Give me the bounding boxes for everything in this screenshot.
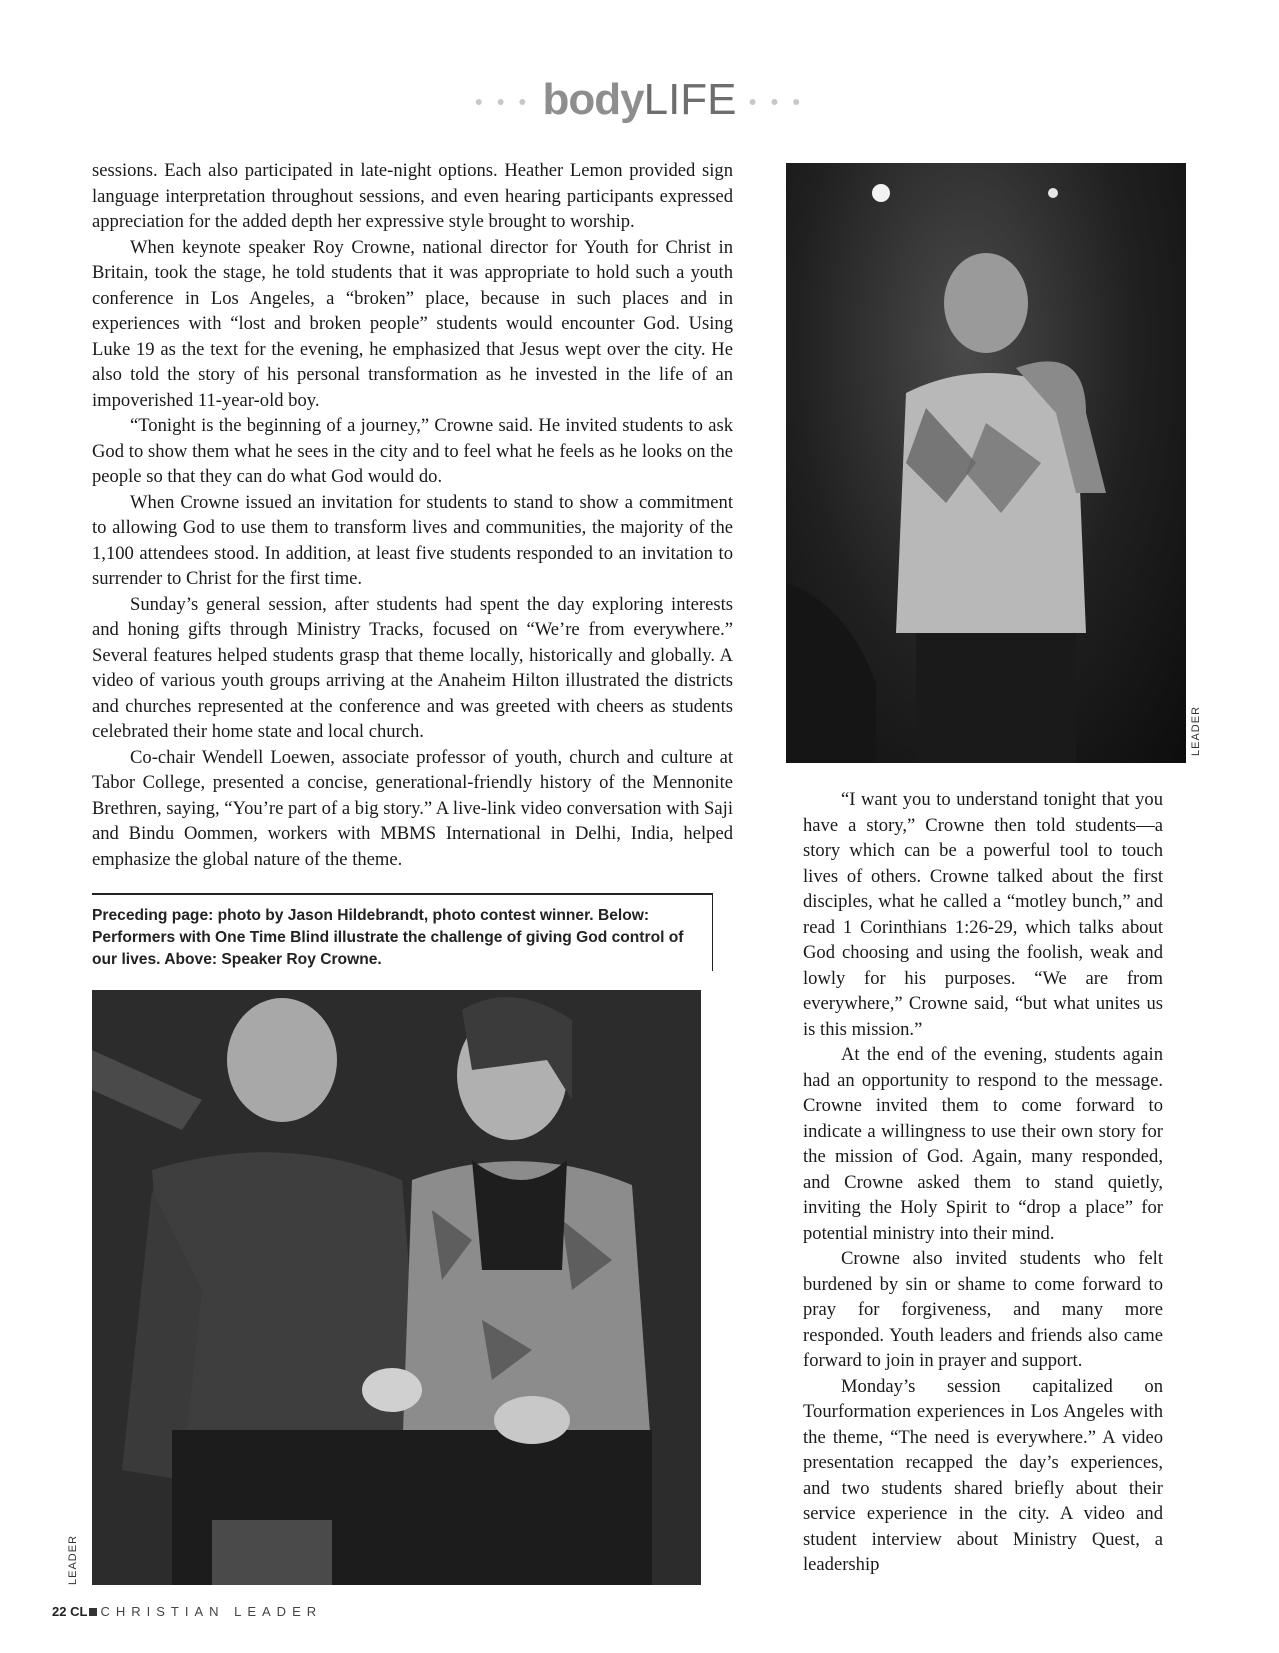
paragraph: When keynote speaker Roy Crowne, national director for Youth for Christ in Britain, took the stage, he told students that it was appropriate to hold such a youth conference in Los Angeles, a “broken” place, because in such places and in experiences with “lost and broken people” students would encounter God. Using Luke 19 as the text for the evening, he emphasized that Jesus wept over the city. He also told the story of his personal transformation as he invested in the life of an impoverished 11-year-old boy. bbox=[92, 236, 733, 411]
paragraph: Sunday’s general session, after students had spent the day exploring interests and honing gifts through Ministry Tracks, focused on “We’re from everywhere.” Several features helped students grasp that theme locally, historically and globally. A video of various youth groups arriving at the Anaheim Hilton illustrated the districts and churches represented at the conference and was greeted with cheers as students celebrated their home state and local church. bbox=[92, 593, 733, 742]
right-column bbox=[803, 787, 1163, 1578]
paragraph: “I want you to understand tonight that you have a story,” Crowne then told students—a story which can be a powerful tool to touch lives of others. Crowne talked about the first disciples, what he called a “motley bunch,” and read 1 Corinthians 1:26-29, which talks about God choosing and using the foolish, weak and lowly for his purposes. “We are from everywhere,” Crowne said, “but what unites us is this mission.” bbox=[803, 789, 1163, 1040]
paragraph: When Crowne issued an invitation for students to stand to show a commitment to allowing God to use them to transform lives and communities, the majority of the 1,100 attendees stood. In addition, at least five students responded to an invitation to surrender to Christ for the first time. bbox=[92, 491, 733, 589]
performers-photo-illustration bbox=[92, 990, 701, 1585]
photo-credit: LEADER bbox=[1190, 705, 1202, 756]
header-dots-left: • • • bbox=[474, 89, 531, 115]
magazine-name: CHRISTIAN LEADER bbox=[100, 1604, 323, 1619]
paragraph: Co-chair Wendell Loewen, associate professor of youth, church and culture at Tabor College, presented a concise, generational-friendly history of the Mennonite Brethren, saying, “You’re part of a big story.” A live-link video conversation with Saji and Bindu Oommen, workers with MBMS International in Delhi, India, helped emphasize the global nature of the theme. bbox=[92, 746, 733, 870]
paragraph: Crowne also invited students who felt burdened by sin or shame to come forward to pray for forgiveness, and many more responded. Youth leaders and friends also came forward to join in prayer and support. bbox=[803, 1248, 1163, 1371]
performers-photo bbox=[92, 990, 701, 1585]
page-footer bbox=[52, 1604, 322, 1619]
speaker-photo bbox=[786, 163, 1186, 763]
header-life-word: LIFE bbox=[643, 75, 737, 124]
left-column bbox=[92, 158, 733, 872]
header-body-word: body bbox=[542, 75, 644, 124]
paragraph: Monday’s session capitalized on Tourformation experiences in Los Angeles with the theme, “The need is everywhere.” A video presentation recapped the day’s experiences, and two students shared briefly about their service experience in the city. A video and student interview about Ministry Quest, a leadership bbox=[803, 1375, 1163, 1575]
cl-mark: CL bbox=[70, 1604, 88, 1619]
photo-credit: LEADER bbox=[67, 1534, 79, 1585]
square-bullet-icon bbox=[89, 1608, 97, 1616]
header-dots-right: • • • bbox=[748, 89, 805, 115]
paragraph: “Tonight is the beginning of a journey,” Crowne said. He invited students to ask God to show them what he sees in the city and to feel what he feels as he looks on the people so that they can do what God would do. bbox=[92, 415, 733, 487]
paragraph: At the end of the evening, students again had an opportunity to respond to the message. Crowne invited them to come forward to indicate a willingness to use their own story for the mission of God. Again, many responded, and Crowne asked them to stand quietly, inviting the Holy Spirit to “drop a place” for potential ministry into their mind. bbox=[803, 1044, 1163, 1244]
paragraph: sessions. Each also participated in late-night options. Heather Lemon provided sign language interpretation throughout sessions, and even hearing participants expressed appreciation for the added depth her expressive style brought to worship. bbox=[92, 160, 733, 232]
page-number: 22 bbox=[52, 1604, 67, 1619]
speaker-photo-illustration bbox=[786, 163, 1186, 763]
photo-caption: Preceding page: photo by Jason Hildebrandt, photo contest winner. Below: Performers with One Time Blind illustrate the challenge of giving God control of our lives. Above: Speaker Roy Crowne. bbox=[92, 893, 713, 971]
section-header bbox=[0, 72, 1279, 130]
